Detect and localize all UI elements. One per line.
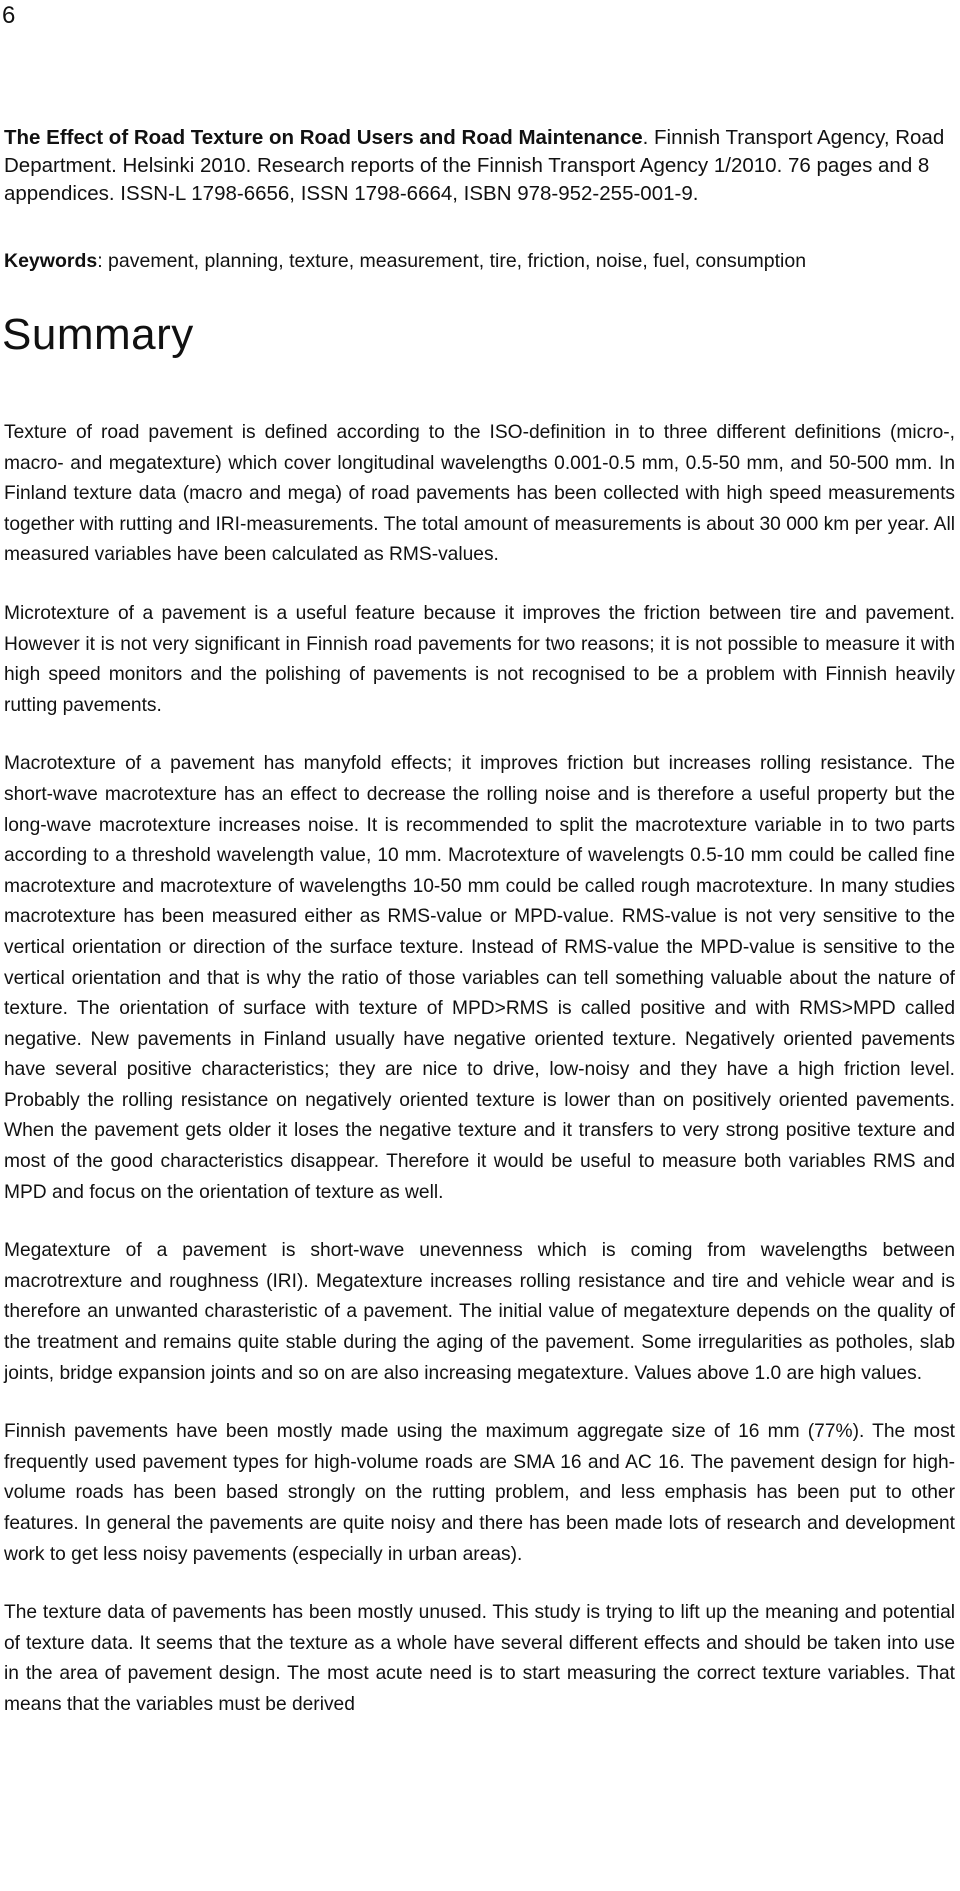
citation-title: The Effect of Road Texture on Road Users and Road Maintenance: [4, 126, 643, 149]
paragraph-macrotexture: Macrotexture of a pavement has manyfold effects; it improves friction but increases rolling resistance. The short-wave macrotexture has an effect to decrease the rolling noise and is therefore a useful property but the long-wave macrotexture increases noise. It is recommended to split the macrotexture variable in to two parts according to a threshold wavelength value, 10 mm. Macrotexture of wavelengts 0.5-10 mm could be called fine macrotexture and macrotexture of wavelengths 10-50 mm could be called rough macrotexture. In many studies macrotexture has been measured either as RMS-value or MPD-value. RMS-value is not very sensitive to the vertical orientation or direction of the surface texture. Instead of RMS-value the MPD-value is sensitive to the vertical orientation and that is why the ratio of those variables can tell something valuable about the nature of texture. The orientation of surface with texture of MPD>RMS is called positive and with RMS>MPD called negative. New pavements in Finland usually have negative oriented texture. Negatively oriented pavements have several positive characteristics; they are nice to drive, low-noisy and they have a high friction level. Probably the rolling resistance on negatively oriented texture is lower than on positively oriented pavements. When the pavement gets older it loses the negative texture and it transfers to very strong positive texture and most of the good characteristics disappear. Therefore it would be useful to measure both variables RMS and MPD and focus on the orientation of texture as well.: [4, 753, 955, 1203]
keywords-label: Keywords: [4, 250, 98, 272]
paragraph-finnish-pavements: Finnish pavements have been mostly made using the maximum aggregate size of 16 mm (77%). The most frequently used pavement types for high-volume roads are SMA 16 and AC 16. The pavement design for high-volume roads has been based strongly on the rutting problem, and less emphasis has been put to other features. In general the pavements are quite noisy and there has been made lots of research and development work to get less noisy pavements (especially in urban areas).: [4, 1421, 955, 1565]
paragraph-texture-definition: Texture of road pavement is defined according to the ISO-definition in to three different definitions (micro-, macro- and megatexture) which cover longitudinal wavelengths 0.001-0.5 mm, 0.5-50 mm, and 50-500 mm. In Finland texture data (macro and mega) of road pavements has been collected with high speed measurements together with rutting and IRI-measurements. The total amount of measurements is about 30 000 km per year. All measured variables have been calculated as RMS-values.: [4, 422, 955, 566]
page-number: 6: [2, 2, 16, 29]
citation-details: . Finnish Transport Agency, Road Department. Helsinki 2010. Research reports of the Finnish Transport Agency 1/2010. 76 pages and 8 appendices. ISSN-L 1798-6656, ISSN 1798-6664, ISBN 978-952-255-001-9.: [4, 126, 945, 205]
paragraph-megatexture: Megatexture of a pavement is short-wave unevenness which is coming from wavelengths between macrotrexture and roughness (IRI). Megatexture increases rolling resistance and tire and vehicle wear and is therefore an unwanted charasteristic of a pavement. The initial value of megatexture depends on the quality of the treatment and remains quite stable during the aging of the pavement. Some irregularities as potholes, slab joints, bridge expansion joints and so on are also increasing megatexture. Values above 1.0 are high values.: [4, 1240, 955, 1384]
summary-heading: Summary: [2, 310, 194, 359]
keywords-list: : pavement, planning, texture, measurement, tire, friction, noise, fuel, consumption: [97, 250, 807, 272]
paragraph-texture-data: The texture data of pavements has been mostly unused. This study is trying to lift up the meaning and potential of texture data. It seems that the texture as a whole have several different effects and should be taken into use in the area of pavement design. The most acute need is to start measuring the correct texture variables. That means that the variables must be derived: [4, 1602, 955, 1715]
paragraph-microtexture: Microtexture of a pavement is a useful feature because it improves the friction between tire and pavement. However it is not very significant in Finnish road pavements for two reasons; it is not possible to measure it with high speed monitors and the polishing of pavements is not recognised to be a problem with Finnish heavily rutting pavements.: [4, 602, 955, 716]
summary-body: [4, 418, 955, 1749]
citation-block: [4, 124, 954, 208]
keywords-line: [4, 247, 954, 275]
